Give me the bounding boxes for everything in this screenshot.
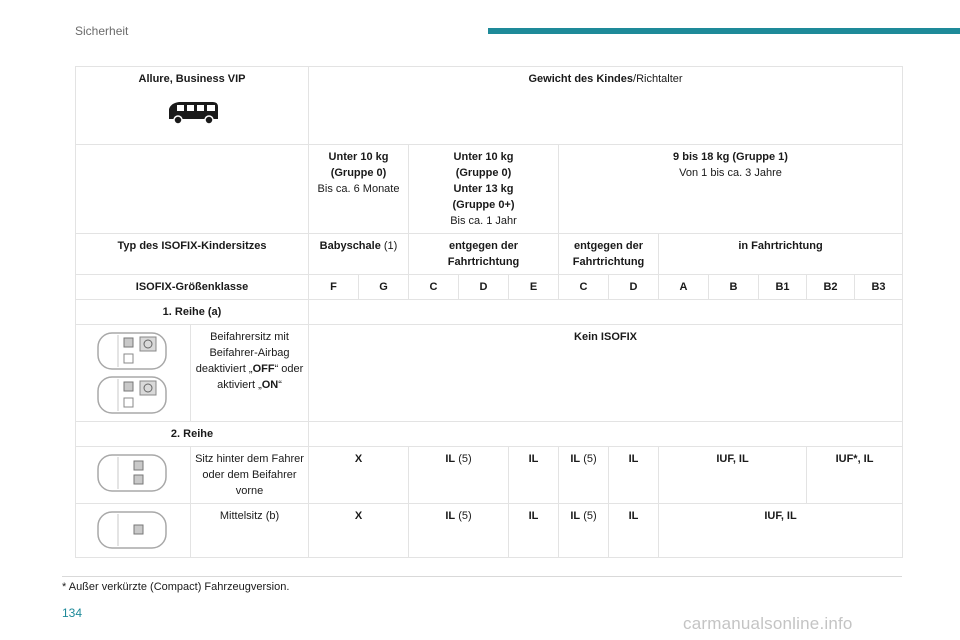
size-class-cell: B2: [807, 275, 855, 300]
size-class-cell: E: [509, 275, 559, 300]
group-0plus-cell: Unter 10 kg (Gruppe 0) Unter 13 kg (Gruppe 0+) Bis ca. 1 Jahr: [409, 145, 559, 234]
car-seat-diagram-icon: [96, 453, 170, 493]
row1-passenger-seat: [76, 325, 903, 422]
rearward-cell-b: entgegen der Fahrtrichtung: [559, 234, 659, 275]
seat-type-label: Typ des ISOFIX-Kindersitzes: [76, 234, 309, 275]
car-seat-diagram-icon: [96, 331, 170, 415]
size-class-cell: B1: [759, 275, 807, 300]
size-class-cell: G: [359, 275, 409, 300]
size-class-row: [76, 275, 903, 300]
size-class-cell: D: [609, 275, 659, 300]
forward-cell: in Fahrtrichtung: [659, 234, 903, 275]
header-row: [76, 67, 903, 145]
watermark: carmanualsonline.info: [683, 614, 853, 633]
weight-header-bold: Gewicht des Kindes: [528, 73, 634, 85]
size-class-cell: B3: [855, 275, 903, 300]
row2-header: [76, 422, 903, 447]
row1-label: 1. Reihe (a): [76, 300, 309, 325]
size-class-label: ISOFIX-Größenklasse: [76, 275, 309, 300]
size-class-cell: A: [659, 275, 709, 300]
row2-side-seat: Sitz hinter dem Fahrer oder dem Beifahrer vorne X IL (5) IL IL (5) IL IUF, IL IUF*, IL: [76, 447, 903, 504]
weight-header-rest: /Richtalter: [633, 73, 683, 85]
vehicle-label: Allure, Business VIP: [138, 73, 246, 85]
isofix-table: [75, 66, 903, 558]
babyschale-cell: Babyschale (1): [309, 234, 409, 275]
size-class-cell: B: [709, 275, 759, 300]
row2-middle-seat: Mittelsitz (b) X IL (5) IL IL (5) IL IUF, IL: [76, 504, 903, 558]
seat-type-row: [76, 234, 903, 275]
footnote: * Außer verkürzte (Compact) Fahrzeugversion.: [62, 581, 290, 593]
car-seat-diagram-icon: [96, 510, 170, 550]
row1-diagram-cell: [76, 325, 191, 422]
size-class-cell: C: [559, 275, 609, 300]
page-number: 134: [62, 606, 83, 620]
footnote-divider: [62, 576, 902, 577]
rearward-cell-a: entgegen der Fahrtrichtung: [409, 234, 559, 275]
group-0-cell: Unter 10 kg (Gruppe 0) Bis ca. 6 Monate: [309, 145, 409, 234]
vehicle-cell: [76, 67, 309, 145]
row1-no-isofix: Kein ISOFIX: [309, 325, 903, 422]
row2-side-diagram-cell: [76, 447, 191, 504]
van-icon: [163, 97, 221, 127]
size-class-cell: C: [409, 275, 459, 300]
row2-side-seat-label: Sitz hinter dem Fahrer oder dem Beifahrer vorne: [191, 447, 309, 504]
row2-middle-diagram-cell: [76, 504, 191, 558]
size-class-cell: F: [309, 275, 359, 300]
row1-seat-label: Beifahrersitz mit Beifahrer-Airbag deaktiviert „OFF“ oder aktiviert „ON“: [191, 325, 309, 422]
size-class-cell: D: [459, 275, 509, 300]
row2-label: 2. Reihe: [76, 422, 309, 447]
section-title: Sicherheit: [75, 24, 129, 38]
section-accent-bar: [488, 28, 960, 34]
group-row: [76, 145, 903, 234]
weight-header-cell: [309, 67, 903, 145]
row2-middle-seat-label: Mittelsitz (b): [191, 504, 309, 558]
row1-header: [76, 300, 903, 325]
group-1-cell: 9 bis 18 kg (Gruppe 1) Von 1 bis ca. 3 Jahre: [559, 145, 903, 234]
